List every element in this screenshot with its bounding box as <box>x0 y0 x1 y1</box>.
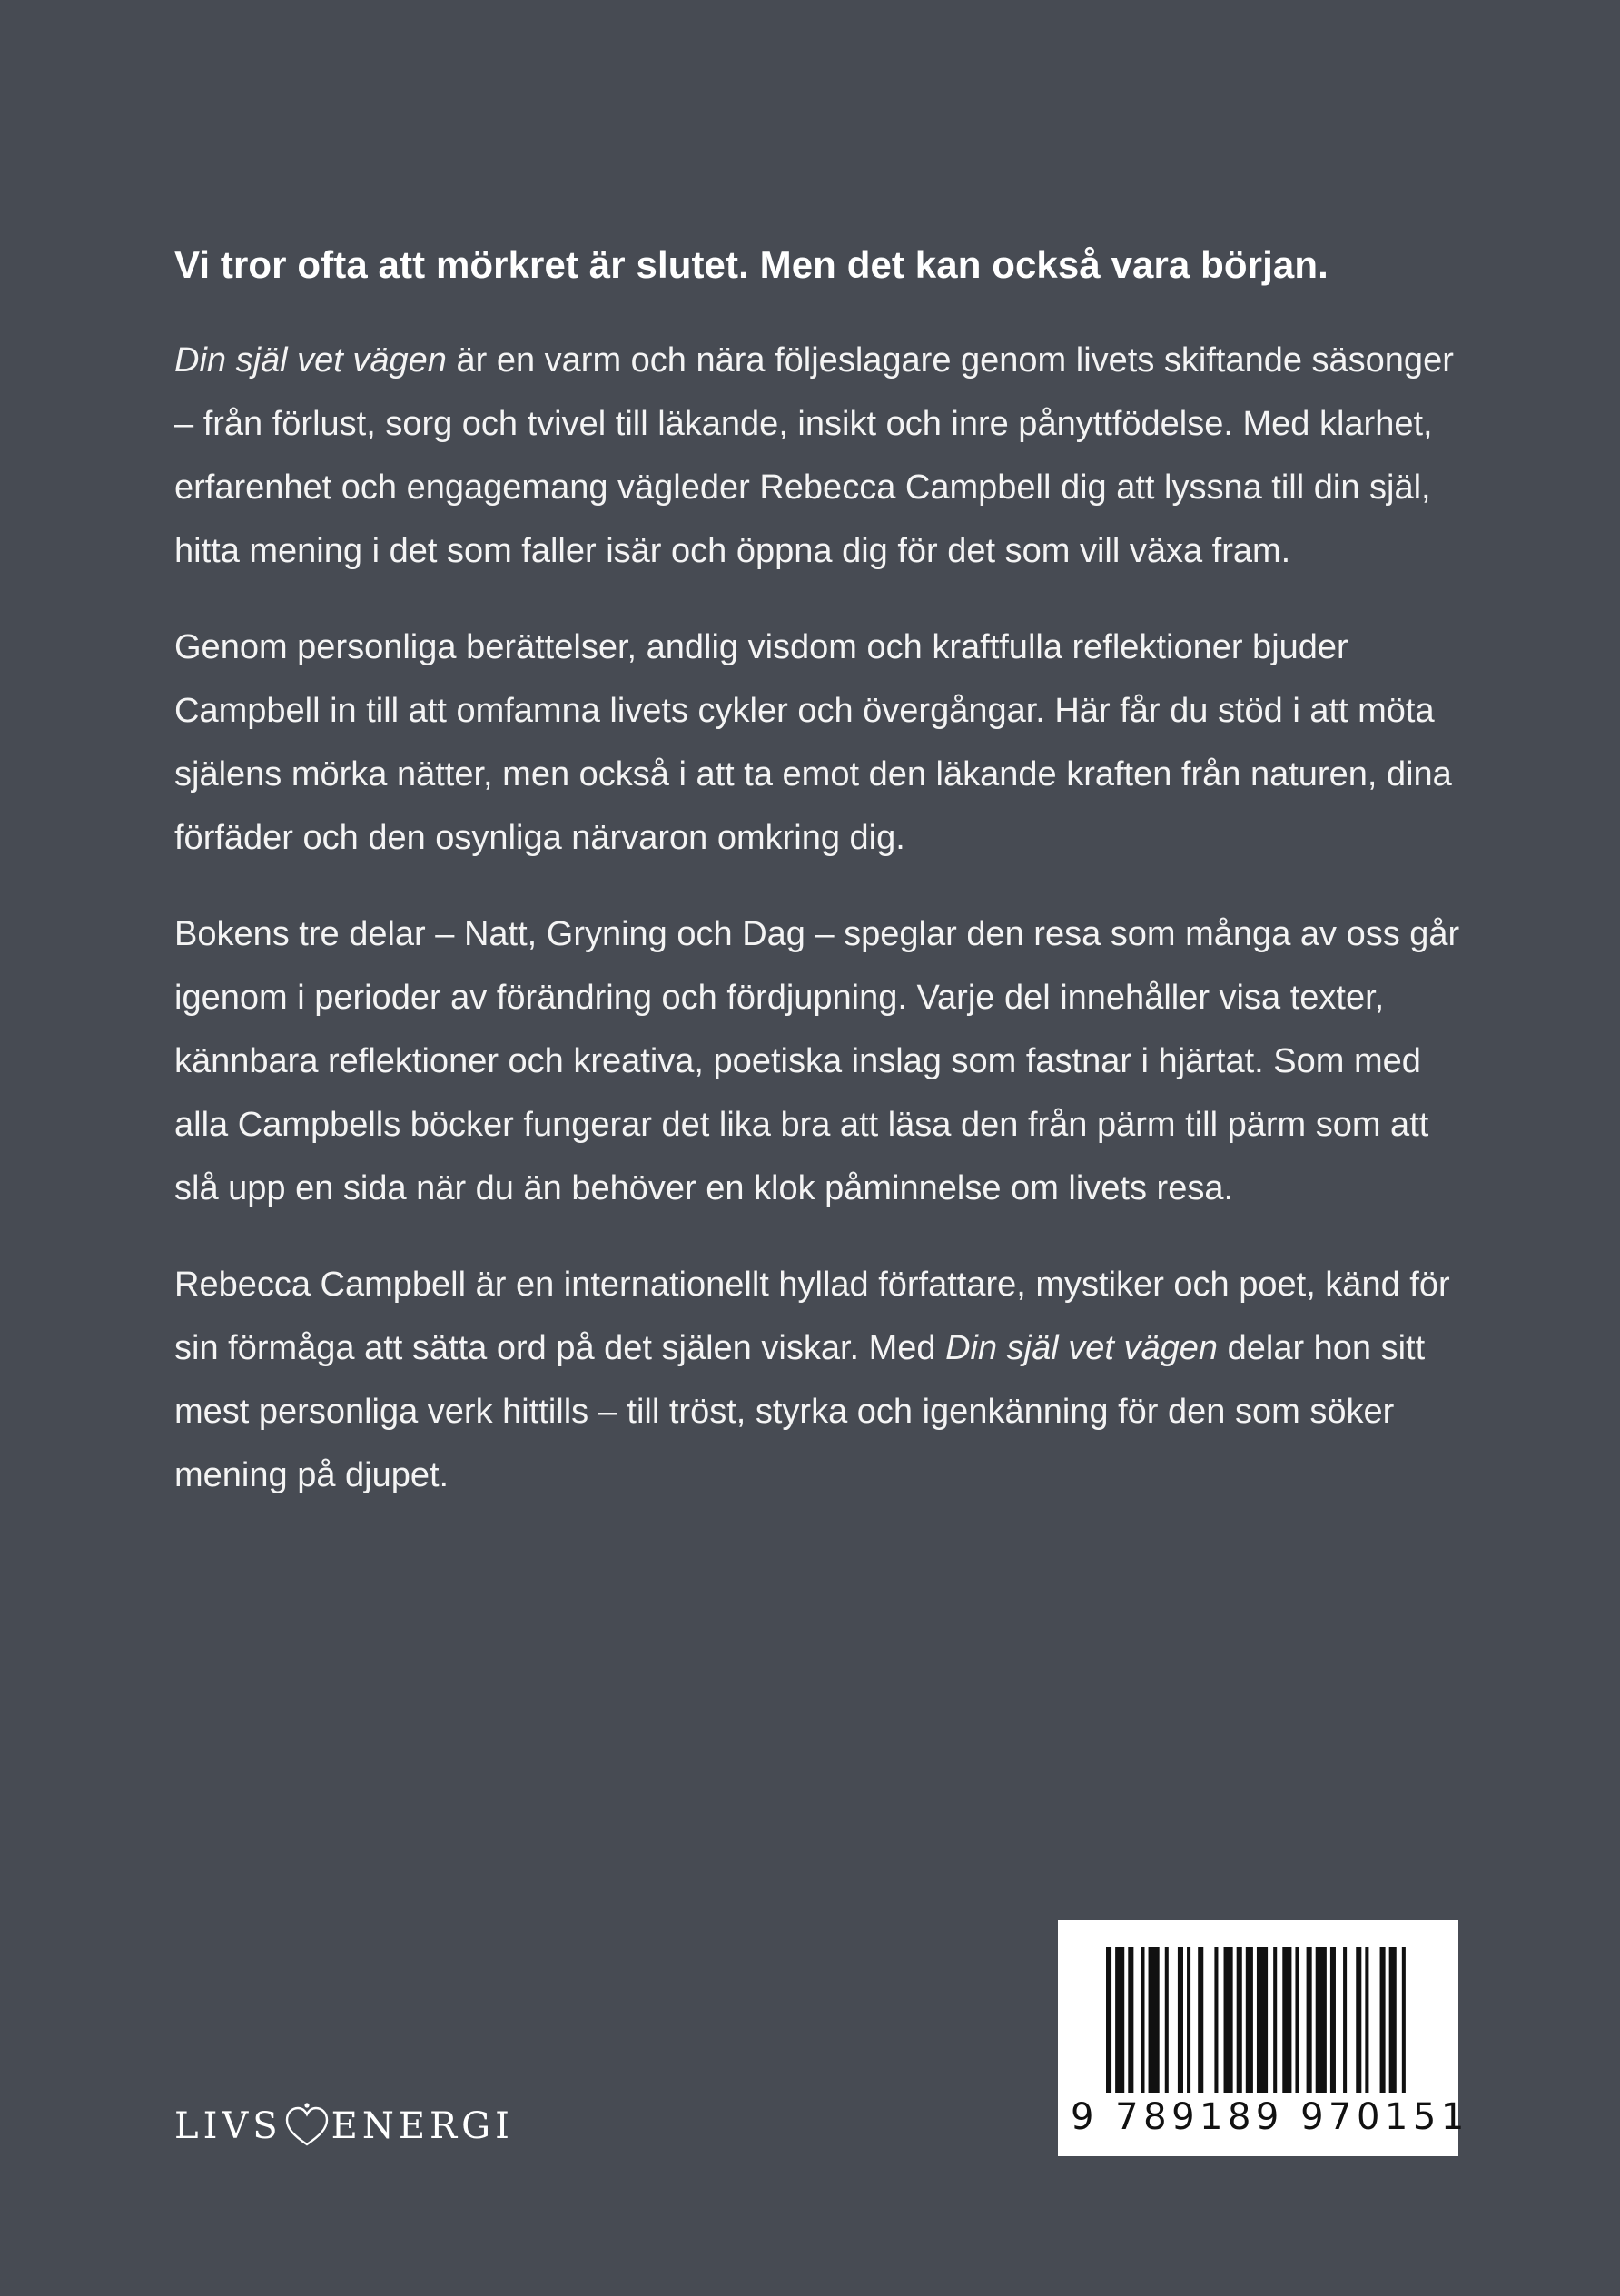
barcode-bars <box>1106 1947 1415 2093</box>
book-title-inline: Din själ vet vägen <box>945 1329 1219 1367</box>
paragraph-stories: Genom personliga berättelser, andlig visdom och kraftfulla reflektioner bjuder Campbell in till att omfamna livets cykler och övergångar. Här får du stöd i att möta själens mörka nätter, men också i att ta emot den läkande kraften från naturen, dina förfäder och den osynliga närvaron omkring dig. <box>174 628 1452 857</box>
headline: Vi tror ofta att mörkret är slutet. Men det kan också vara början. <box>174 243 1329 286</box>
blurb <box>174 238 1464 1540</box>
logo-text-right: ENERGI <box>331 2105 514 2147</box>
paragraph-parts: Bokens tre delar – Natt, Gryning och Dag – speglar den resa som många av oss går igenom i perioder av förändring och fördjupning. Varje del innehåller visa texter, kännbara reflektioner och kreativa, poetiska inslag som fastnar i hjärtat. Som med alla Campbells böcker fungerar det lika bra att läsa den från pärm till pärm som att slå upp en sida när du än behöver en klok påminnelse om livets resa. <box>174 915 1460 1207</box>
barcode <box>1058 1920 1469 2156</box>
paragraph-author-before: Rebecca Campbell är en internationellt hyllad författare, mystiker och poet, känd för sin förmåga att sätta ord på det själen viskar. Med <box>174 1266 1450 1367</box>
paragraph-intro-text: är en varm och nära följeslagare genom livets skiftande säsonger – från förlust, sorg och tvivel till läkande, insikt och inre pånyttfödelse. Med klarhet, erfarenhet och engagemang vägleder Rebecca Campbell dig att lyssna till din själ, hitta mening i det som faller isär och öppna dig för det som vill växa fram. <box>174 341 1454 570</box>
publisher-logo <box>174 2099 514 2153</box>
paragraph-author-after: delar hon sitt mest personliga verk hittills – till tröst, styrka och igenkänning för den som söker mening på djupet. <box>174 1329 1426 1494</box>
isbn-number: 9 789189 970151 <box>1071 2096 1469 2138</box>
book-title: Din själ vet vägen <box>174 341 447 379</box>
logo-text-left: LIVS <box>174 2105 282 2147</box>
paragraph-intro <box>174 329 1464 583</box>
heart-icon <box>284 2103 330 2150</box>
paragraph-author <box>174 1253 1464 1507</box>
